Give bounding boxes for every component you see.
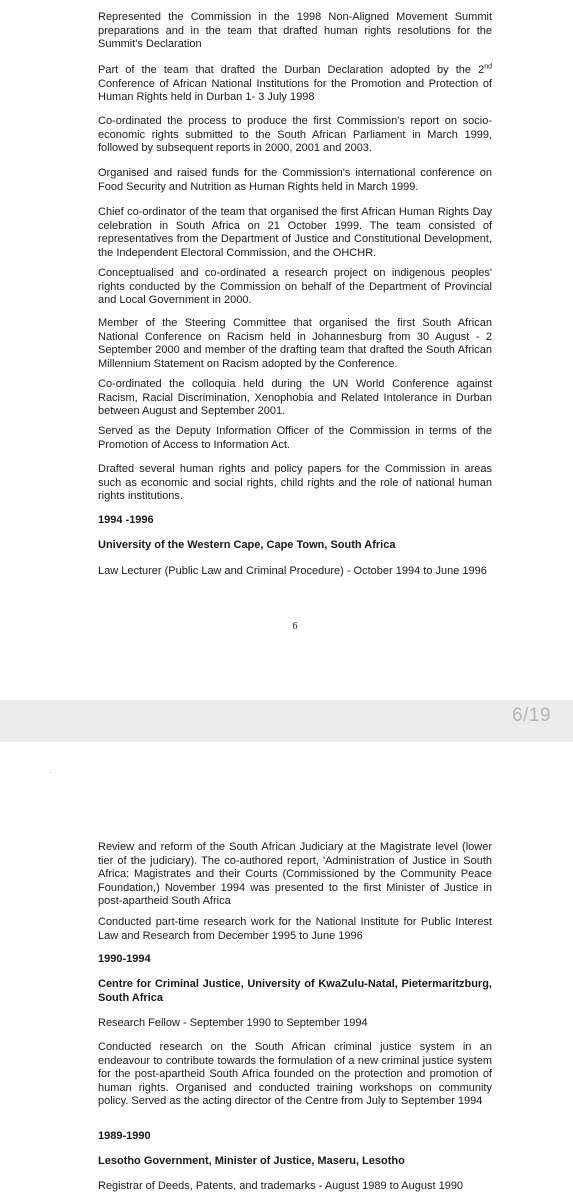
paragraph-part-time-research: Conducted part-time research work for the National Institute for Public Interest Law and Research from December 1995 to June 1996: [98, 916, 492, 942]
scan-speck: [50, 772, 51, 773]
paragraph-socio-economic-report: Co-ordinated the process to produce the first Commission's report on socio-economic rights submitted to the South African Parliament in March 1999, followed by subsequent reports in 2000, 2001 and 2003.: [98, 115, 492, 155]
paragraph-criminal-justice-research: Conducted research on the South African criminal justice system in an endeavour to contribute towards the formulation of a new criminal justice system for the post-apartheid South Africa founded on the protection and promotion of human rights. Organised and conducted training workshops on community policy. Served as the acting director of the Centre from July to September 1994: [98, 1041, 492, 1108]
paragraph-policy-papers: Drafted several human rights and policy papers for the Commission in areas such as economic and social rights, child rights and the role of national human rights institutions.: [98, 463, 492, 503]
paragraph-human-rights-day: Chief co-ordinator of the team that organised the first African Human Rights Day celebration in South Africa on 21 October 1999. The team consisted of representatives from the Department of Justice and Constitutional Development, the Independent Electoral Commission, and the OHCHR.: [98, 206, 492, 259]
organisation-lesotho: Lesotho Government, Minister of Justice, Maseru, Lesotho: [98, 1155, 405, 1167]
period-heading-1989-1990: 1989-1990: [98, 1130, 151, 1142]
organisation-ccj: Centre for Criminal Justice, University of KwaZulu-Natal, Pietermaritzburg, South Africa: [98, 978, 492, 1004]
paragraph-colloquia: Co-ordinated the colloquia held during the UN World Conference against Racism, Racial Discrimination, Xenophobia and Related Intolerance in Durban between August and September 2001.: [98, 378, 492, 418]
superscript: nd: [484, 63, 492, 71]
role-law-lecturer: Law Lecturer (Public Law and Criminal Procedure) - October 1994 to June 1996: [98, 565, 487, 577]
paragraph-durban-declaration: [98, 64, 492, 105]
period-heading-1994-1996: 1994 -1996: [98, 514, 154, 526]
period-heading-1990-1994: 1990-1994: [98, 953, 151, 965]
page-number: 6: [292, 621, 298, 632]
paragraph-food-security: Organised and raised funds for the Commission's international conference on Food Security and Nutrition as Human Rights held in March 1999.: [98, 167, 492, 193]
paragraph-nam-summit: Represented the Commission in the 1998 Non-Aligned Movement Summit preparations and in the team that drafted human rights resolutions for the Summit's Declaration: [98, 11, 492, 51]
paragraph-text: Conference of African National Institutions for the Promotion and Protection of Human Rights held in Durban 1- 3 July 1998: [98, 77, 492, 104]
role-registrar: Registrar of Deeds, Patents, and trademarks - August 1989 to August 1990: [98, 1180, 464, 1192]
paragraph-information-officer: Served as the Deputy Information Officer of the Commission in terms of the Promotion of Access to Information Act.: [98, 425, 492, 451]
paragraph-racism-conference: Member of the Steering Committee that organised the first South African National Conference on Racism held in Johannesburg from 30 August - 2 September 2000 and member of the drafting team that drafted the South African Millennium Statement on Racism adopted by the Conference.: [98, 317, 492, 370]
paragraph-indigenous-rights: Conceptualised and co-ordinated a research project on indigenous peoples' rights conducted by the Commission on behalf of the Department of Provincial and Local Government in 2000.: [98, 267, 492, 307]
page-separator: [0, 700, 573, 742]
page-indicator: 6/19: [512, 705, 551, 726]
role-research-fellow: Research Fellow - September 1990 to September 1994: [98, 1017, 368, 1029]
paragraph-text: Part of the team that drafted the Durban Declaration adopted by the 2: [98, 64, 485, 76]
paragraph-judiciary-review: Review and reform of the South African Judiciary at the Magistrate level (lower tier of the judiciary). The co-authored report, 'Administration of Justice in South Africa: Magistrates and their Courts (Commissioned by the Community Peace Foundation,) November 1994 was presented to the first Minister of Justice in post-apartheid South Africa: [98, 841, 492, 908]
organisation-uwc: University of the Western Cape, Cape Town, South Africa: [98, 539, 396, 551]
document-page-7: [0, 742, 573, 1200]
